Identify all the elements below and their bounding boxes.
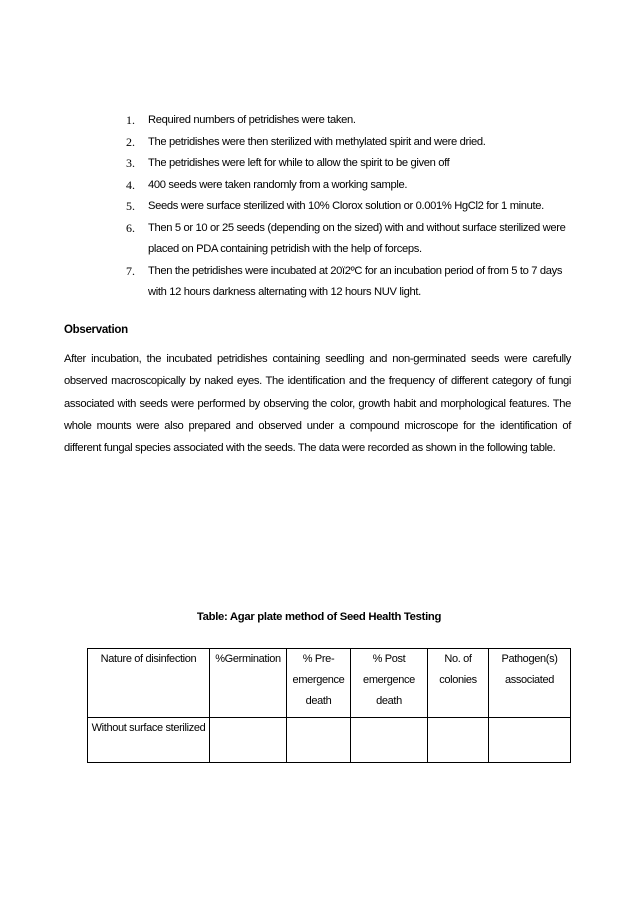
- step-number: 6.: [126, 220, 135, 235]
- procedure-steps-list: [126, 110, 571, 304]
- procedure-step: [126, 261, 571, 304]
- observation-paragraph: After incubation, the incubated petridishes containing seedling and non-germinated seeds were carefully observed macroscopically by naked eyes. The identification and the frequency of different category of fungi associated with seeds were performed by observing the color, growth habit and morphological features. The whole mounts were also prepared and observed under a compound microscope for the identification of different fungal species associated with the seeds. The data were recorded as shown in the following table.: [64, 353, 571, 455]
- step-text: Seeds were surface sterilized with 10% Clorox solution or 0.001% HgCl2 for 1 minute.: [148, 200, 544, 212]
- step-number: 2.: [126, 134, 135, 149]
- step-text: Then 5 or 10 or 25 seeds (depending on the sized) with and without surface sterilized were placed on PDA containing petridish with the help of forceps.: [148, 221, 566, 255]
- step-number: 4.: [126, 177, 135, 192]
- step-text: Required numbers of petridishes were taken.: [148, 114, 356, 126]
- seed-health-table: [87, 648, 571, 763]
- table-cell: [210, 718, 287, 763]
- procedure-step: [126, 196, 571, 218]
- table-header-row: [88, 649, 571, 718]
- step-text: 400 seeds were taken randomly from a working sample.: [148, 178, 408, 191]
- column-header-pathogens-associated: Pathogen(s) associated: [489, 649, 571, 718]
- table-cell: [287, 718, 351, 763]
- step-text: The petridishes were then sterilized with methylated spirit and were dried.: [148, 135, 486, 148]
- procedure-step: [126, 175, 571, 197]
- procedure-step: [126, 218, 571, 261]
- procedure-step: [126, 153, 571, 175]
- step-text: Then the petridishes were incubated at 20ï2ºC for an incubation period of from 5 to 7 days with 12 hours darkness alternating with 12 hours NUV light.: [148, 264, 563, 298]
- table-cell: [489, 718, 571, 763]
- column-header-germination: %Germination: [210, 649, 287, 718]
- observation-heading: Observation: [64, 324, 128, 336]
- procedure-step: [126, 110, 571, 132]
- column-header-post-emergence-death: % Post emergence death: [351, 649, 428, 718]
- step-number: 3.: [126, 156, 135, 170]
- table-caption: Table: Agar plate method of Seed Health Testing: [196, 611, 442, 623]
- step-number: 1.: [126, 113, 135, 127]
- column-header-no-of-colonies: No. of colonies: [428, 649, 489, 718]
- step-text: The petridishes were left for while to allow the spirit to be given off: [148, 157, 450, 169]
- table-cell: Without surface sterilized: [88, 718, 210, 763]
- table-cell: [351, 718, 428, 763]
- table-cell: [428, 718, 489, 763]
- step-number: 5.: [126, 199, 135, 213]
- procedure-step: [126, 132, 571, 154]
- column-header-pre-emergence-death: % Pre-emergence death: [287, 649, 351, 718]
- column-header-nature-of-disinfection: Nature of disinfection: [88, 649, 210, 718]
- table-row: [88, 718, 571, 763]
- step-number: 7.: [126, 263, 135, 278]
